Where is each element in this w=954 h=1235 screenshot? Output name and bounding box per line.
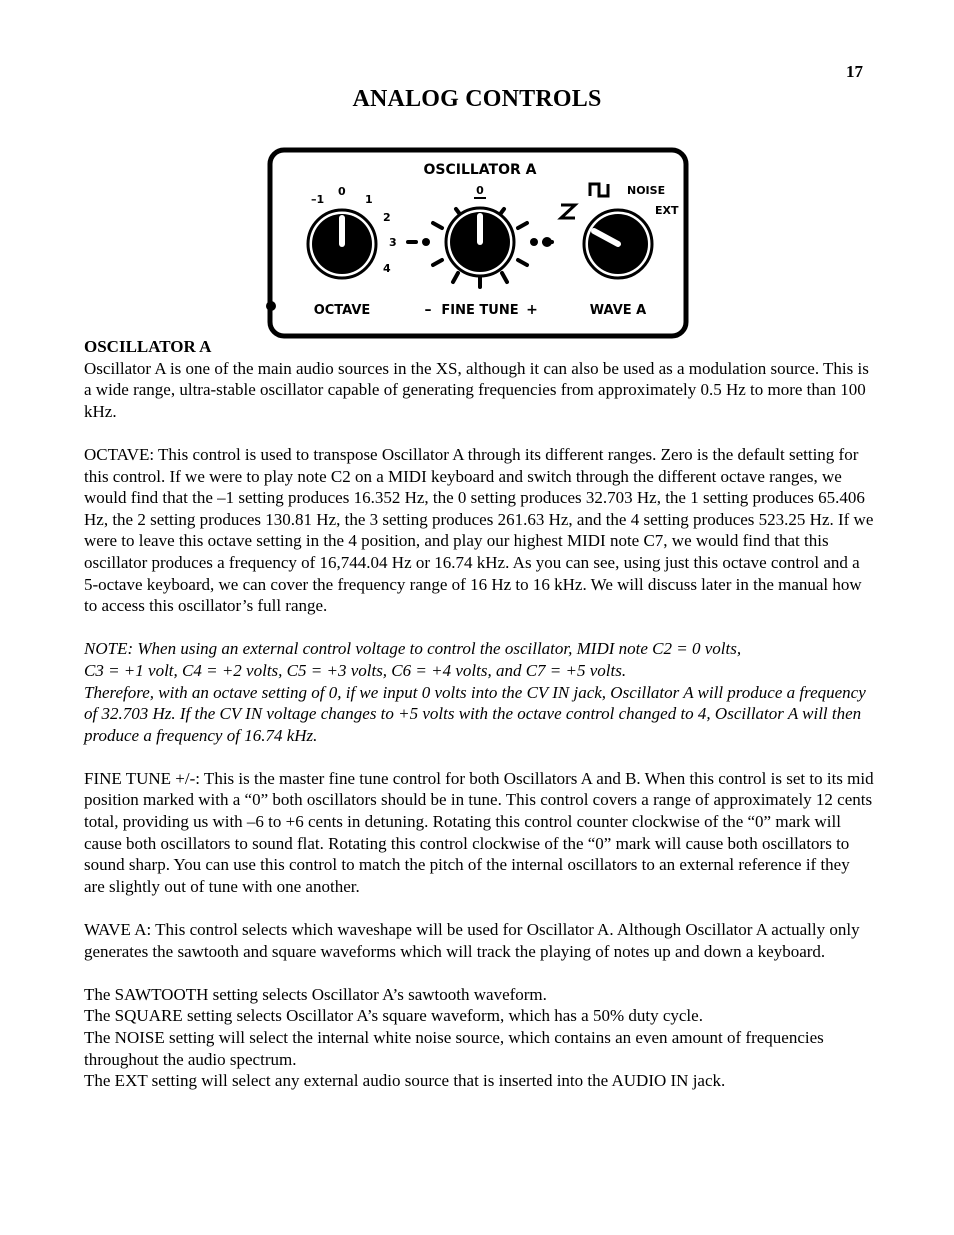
- octave-mark-4: 4: [383, 262, 391, 275]
- octave-label: OCTAVE: [313, 303, 371, 318]
- paragraph-sawtooth: The SAWTOOTH setting selects Oscillator A’s sawtooth waveform.: [84, 984, 547, 1004]
- paragraph-intro: Oscillator A is one of the main audio sources in the XS, although it can also be used as a modulation source. This is a wide range, ultra-stable oscillator capable of generating frequencies from approximately 0.5 Hz to more than 100 kHz.: [84, 358, 869, 421]
- paragraph-octave: OCTAVE: This control is used to transpose Oscillator A through its different ranges. Zero is the default setting for this control. If we were to play note C2 on a MIDI keyboard and switch through the different octave ranges, we would find that the –1 setting produces 16.352 Hz, the 0 setting produces 32.703 Hz, the 1 setting produces 65.406 Hz, the 2 setting produces 130.81 Hz, the 3 setting produces 261.63 Hz, and the 4 setting produces 523.25 Hz. If we were to leave this octave setting in the 4 position, and play our highest MIDI note C7, we would find that this oscillator produces a frequency of 16,744.04 Hz or 16.74 kHz. As you can see, using just this octave control and a 5-octave keyboard, we can cover the frequency range of 16 Hz to 16 kHz. We will discuss later in the manual how to access this oscillator’s full range.: [84, 444, 874, 616]
- wave-noise-mark: NOISE: [627, 184, 666, 197]
- fine-tune-right-dot: [530, 238, 538, 246]
- note-line-2: C3 = +1 volt, C4 = +2 volts, C5 = +3 volts, C6 = +4 volts, and C7 = +5 volts.: [84, 660, 627, 680]
- fine-tune-minus: –: [424, 302, 432, 318]
- octave-mark-2: 2: [383, 211, 391, 224]
- paragraph-square: The SQUARE setting selects Oscillator A’s square waveform, which has a 50% duty cycle.: [84, 1006, 703, 1026]
- octave-mark-minus1: –1: [311, 193, 325, 206]
- page-body: [84, 336, 874, 1092]
- panel-title: OSCILLATOR A: [423, 162, 537, 178]
- paragraph-ext: The EXT setting will select any external audio source that is inserted into the AUDIO IN jack.: [84, 1071, 726, 1091]
- wave-a-label: WAVE A: [589, 303, 647, 318]
- note-line-1: NOTE: When using an external control voltage to control the oscillator, MIDI note C2 = 0 volts,: [84, 639, 742, 659]
- fine-tune-zero-mark: 0: [476, 184, 484, 197]
- fine-tune-knob[interactable]: [446, 208, 514, 276]
- wave-saw-dot: [542, 237, 552, 247]
- panel-jack-dot: [266, 301, 276, 311]
- oscillator-a-panel: [266, 146, 692, 342]
- wave-ext-mark: EXT: [655, 204, 679, 217]
- paragraph-fine-tune: FINE TUNE +/-: This is the master fine tune control for both Oscillators A and B. When this control is set to its mid position marked with a “0” both oscillators should be in tune. This control covers a range of approximately 12 cents total, providing us with –6 to +6 cents in detuning. Rotating this control counter clockwise of the “0” mark will cause both oscillators to sound flat. Rotating this control clockwise of the “0” mark will cause both oscillators to sound sharp. You can use this control to match the pitch of the internal oscillators to an external reference if they are slightly out of tune with one another.: [84, 768, 874, 896]
- octave-knob[interactable]: [308, 210, 376, 278]
- section-heading: OSCILLATOR A: [84, 337, 212, 356]
- note-line-3: Therefore, with an octave setting of 0, if we input 0 volts into the CV IN jack, Oscillator A will produce a frequency of 32.703 Hz. If the CV IN voltage changes to +5 volts with the octave control changed to 4, Oscillator A will then produce a frequency of 16.74 kHz.: [84, 682, 866, 745]
- paragraph-wave-a: WAVE A: This control selects which waveshape will be used for Oscillator A. Although Oscillator A actually only generates the sawtooth and square waveforms which will track the playing of notes up and down a keyboard.: [84, 920, 860, 961]
- wave-a-knob[interactable]: [584, 210, 652, 278]
- page-title: ANALOG CONTROLS: [352, 86, 602, 112]
- paragraph-noise: The NOISE setting will select the internal white noise source, which contains an even amount of frequencies throughout the audio spectrum.: [84, 1028, 824, 1069]
- fine-tune-left-dot: [422, 238, 430, 246]
- page-number: 17: [846, 62, 863, 81]
- fine-tune-label: FINE TUNE: [441, 303, 519, 318]
- octave-mark-3: 3: [389, 236, 397, 249]
- fine-tune-plus: +: [526, 302, 538, 318]
- octave-mark-0: 0: [338, 185, 346, 198]
- octave-mark-1: 1: [365, 193, 373, 206]
